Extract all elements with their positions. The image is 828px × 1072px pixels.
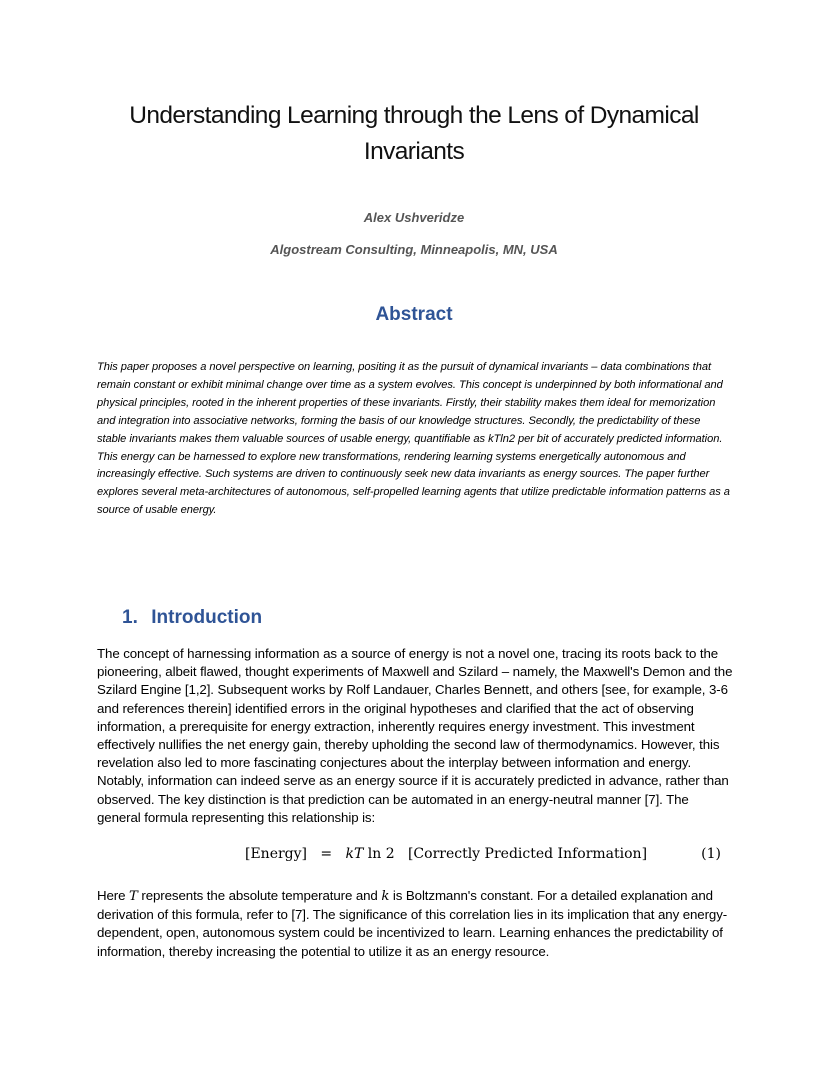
equation-k: k: [345, 846, 354, 862]
inline-var-T: T: [129, 889, 138, 904]
author-affiliation: Algostream Consulting, Minneapolis, MN, USA: [270, 242, 558, 257]
section-title: Introduction: [151, 607, 263, 628]
section-number: 1.: [122, 607, 138, 628]
abstract-heading: Abstract: [375, 304, 453, 325]
equation-lhs: [Energy]: [245, 846, 308, 862]
equation-block: [97, 844, 721, 866]
introduction-paragraph-1: The concept of harnessing information as a source of energy is not a novel one, tracing its roots back to the pioneering, albeit flawed, thought experiments of Maxwell and Szilard – namely, the Maxwell's Demon and the Szilard Engine [1,2]. Subsequent works by Rolf Landauer, Charles Bennett, and others [see, for example, 3-6 and references therein] identified errors in the original hypotheses and clarified that the act of observing information, a prerequisite for energy extraction, inherently requires energy investment. This investment effectively nullifies the net energy gain, thereby upholding the second law of thermodynamics. However, this revelation also led to more fascinating conjectures about the interplay between information and energy. Notably, information can indeed serve as an energy source if it is accurately predicted in advance, rather than observed. The key distinction is that prediction can be automated in an energy-neutral manner [7]. The general formula representing this relationship is:: [97, 646, 733, 825]
equation-equals: =: [320, 846, 333, 862]
equation-rhs: [Correctly Predicted Information]: [407, 846, 648, 862]
paper-title: Understanding Learning through the Lens of Dynamical Invariants: [129, 102, 699, 165]
author-name: Alex Ushveridze: [363, 210, 465, 225]
energy-equation: [245, 844, 647, 864]
abstract-text: This paper proposes a novel perspective on learning, positing it as the pursuit of dynamical invariants – data combinations that remain constant or exhibit minimal change over time as a system evolves. This concept is underpinned by both informational and physical principles, rooted in the inherent properties of these invariants. Firstly, their stability makes them ideal for memorization and integration into associative networks, forming the basis of our knowledge structures. Secondly, the predictability of these stable invariants makes them valuable sources of usable energy, quantifiable as kTln2 per bit of accurately predicted information. This energy can be harnessed to explore new transformations, rendering learning systems energetically autonomous and increasingly effective. Such systems are driven to continuously seek new data invariants as energy sources. The paper further explores several meta-architectures of autonomous, self-propelled learning agents that utilize predictable information patterns as a source of usable energy.: [97, 361, 730, 517]
paragraph2-part2: represents the absolute temperature and: [137, 888, 382, 903]
introduction-paragraph-2: [97, 887, 733, 961]
paragraph2-part3: is Boltzmann's constant. For a detailed explanation and derivation of this formula, refer to [7]. The significance of this correlation lies in its implication that any energy-dependent, open, autonomous system could be incentivized to learn. Learning enhances the predictability of information, thereby increasing the potential to utilize it as an energy resource.: [97, 888, 728, 959]
equation-T: T: [353, 846, 364, 862]
section-heading-introduction: [122, 606, 262, 630]
paragraph2-part1: Here: [97, 888, 130, 903]
equation-ln2: ln 2: [367, 846, 395, 862]
equation-number: (1): [701, 846, 721, 862]
inline-var-k: k: [381, 889, 390, 904]
